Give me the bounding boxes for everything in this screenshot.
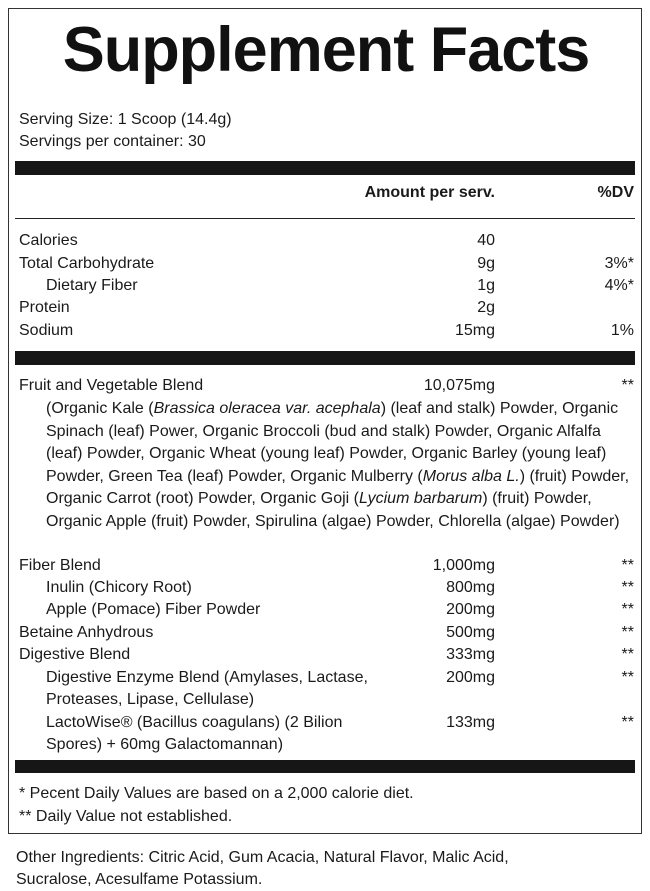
blend-dv: ** [621, 377, 634, 394]
amount-header: Amount per serv. [364, 184, 495, 201]
blend-name-continued: Proteases, Lipase, Cellulase) [46, 691, 255, 708]
blend-dv: ** [621, 669, 634, 686]
blend-ingredients: (Organic Kale (Brassica oleracea var. acephala) (leaf and stalk) Powder, Organic Spinach (leaf) Power, Organic Broccoli (bud and stalk) Powder, Organic Alfalfa (leaf) Powder, Organic Wheat (young leaf) Powder, Organic Barley (young leaf) Powder, Green Tea (leaf) Powder, Organic Mulberry (Morus alba L.) (fruit) Powder, Organic Carrot (root) Powder, Organic Goji (Lycium barbarum) (fruit) Powder, Organic Apple (fruit) Powder, Spirulina (algae) Powder, Chlorella (algae) Powder) [46, 400, 630, 530]
nutrient-dv: 3%* [604, 255, 634, 272]
blend-amount: 133mg [446, 714, 495, 731]
blend-name: LactoWise® (Bacillus coagulans) (2 Bilion [46, 714, 343, 731]
blend-name: Betaine Anhydrous [19, 624, 154, 641]
blend-name-continued: Spores) + 60mg Galactomannan) [46, 736, 284, 753]
supplement-facts-panel [8, 8, 642, 834]
blend-dv: ** [621, 624, 634, 641]
blend-amount: 200mg [446, 669, 495, 686]
blend-amount: 1,000mg [432, 557, 495, 574]
nutrient-amount: 9g [477, 255, 495, 272]
blend-dv: ** [621, 646, 634, 663]
nutrient-amount: 1g [477, 277, 495, 294]
blend-name: Digestive Blend [19, 646, 131, 663]
blend-amount: 800mg [446, 579, 495, 596]
blend-name: Fruit and Vegetable Blend [19, 377, 204, 394]
nutrient-amount: 15mg [454, 322, 495, 339]
blend-amount: 333mg [446, 646, 495, 663]
blend-name: Digestive Enzyme Blend (Amylases, Lactase, [46, 669, 368, 686]
blend-dv: ** [621, 579, 634, 596]
blend-dv: ** [621, 714, 634, 731]
serving-size: Serving Size: 1 Scoop (14.4g) [19, 111, 232, 128]
footnote-not-established: ** Daily Value not established. [19, 808, 233, 825]
blend-dv: ** [621, 557, 634, 574]
other-ingredients: Other Ingredients: Citric Acid, Gum Acacia, Natural Flavor, Malic Acid, Sucralose, Acesulfame Potassium. [16, 849, 509, 888]
nutrient-name: Protein [19, 299, 70, 316]
blend-row [9, 712, 643, 756]
blend-dv: ** [621, 601, 634, 618]
blend-name: Inulin (Chicory Root) [46, 579, 192, 596]
header-divider [15, 218, 635, 219]
footnote-dv: * Pecent Daily Values are based on a 2,000 calorie diet. [19, 785, 414, 802]
dv-header: %DV [597, 184, 634, 201]
blend-amount: 200mg [446, 601, 495, 618]
thick-divider [15, 161, 635, 175]
nutrient-dv: 4%* [604, 277, 634, 294]
blend-row [9, 667, 643, 711]
nutrient-name: Calories [19, 232, 78, 249]
nutrient-name: Total Carbohydrate [19, 255, 155, 272]
blend-amount: 10,075mg [423, 377, 495, 394]
blend-amount: 500mg [446, 624, 495, 641]
nutrient-dv: 1% [610, 322, 634, 339]
nutrient-amount: 40 [477, 232, 495, 249]
nutrient-name: Dietary Fiber [46, 277, 138, 294]
servings-per-container: Servings per container: 30 [19, 133, 206, 150]
nutrient-name: Sodium [19, 322, 74, 339]
blend-name: Apple (Pomace) Fiber Powder [46, 601, 261, 618]
thick-divider [15, 351, 635, 365]
nutrient-amount: 2g [477, 299, 495, 316]
thick-divider [15, 760, 635, 773]
blend-name: Fiber Blend [19, 557, 101, 574]
panel-title: Supplement Facts [62, 15, 590, 85]
